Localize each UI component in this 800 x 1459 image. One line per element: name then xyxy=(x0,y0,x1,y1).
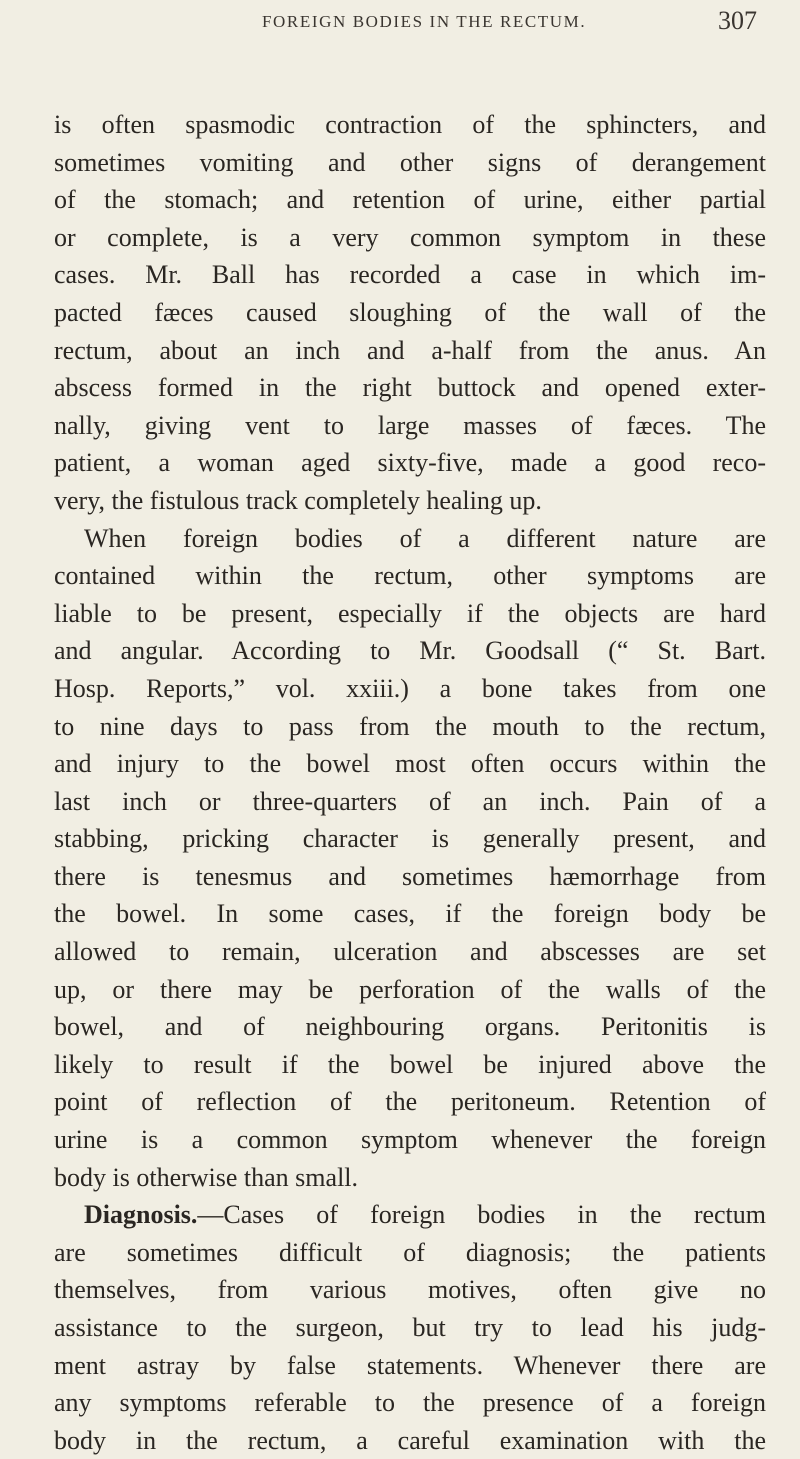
page-header xyxy=(0,8,800,36)
body-text xyxy=(54,106,766,1459)
text-line: any symptoms referable to the presence of a foreign xyxy=(54,1388,766,1418)
text-line: sometimes vomiting and other signs of derangement xyxy=(54,147,766,177)
text-line: point of reflection of the peritoneum. Retention of xyxy=(54,1087,766,1117)
text-line: is often spasmodic contraction of the sphincters, and xyxy=(54,110,766,139)
text-line: are sometimes difficult of diagnosis; the patients xyxy=(54,1237,766,1267)
text-line: of the stomach; and retention of urine, either partial xyxy=(54,185,766,215)
text-line: there is tenesmus and sometimes hæmorrhage from xyxy=(54,861,766,891)
text-line: and angular. According to Mr. Goodsall (“ St. Bart. xyxy=(54,636,766,666)
text-line: up, or there may be perforation of the walls of the xyxy=(54,974,766,1004)
text-line: rectum, about an inch and a-half from the anus. An xyxy=(54,335,766,365)
text-line: and injury to the bowel most often occurs within the xyxy=(54,749,766,779)
diagnosis-first-line xyxy=(54,1196,766,1234)
text-line: cases. Mr. Ball has recorded a case in which im- xyxy=(54,260,766,290)
text-line: ment astray by false statements. Whenever there are xyxy=(54,1350,766,1380)
text-line: assistance to the surgeon, but try to lead his judg- xyxy=(54,1313,766,1342)
text-line: last inch or three-quarters of an inch. Pain of a xyxy=(54,786,766,816)
text-line: Hosp. Reports,” vol. xxiii.) a bone takes from one xyxy=(54,673,766,703)
text-line: likely to result if the bowel be injured above the xyxy=(54,1049,766,1079)
text-line: When foreign bodies of a different nature are xyxy=(84,523,766,553)
text-line: pacted fæces caused sloughing of the wall of the xyxy=(54,297,766,327)
text-line: the bowel. In some cases, if the foreign body be xyxy=(54,899,766,929)
text-line: contained within the rectum, other symptoms are xyxy=(54,561,766,591)
diagnosis-text: —Cases of foreign bodies in the rectum xyxy=(197,1200,766,1230)
text-line: very, the fistulous track completely healing up. xyxy=(54,485,542,515)
text-line: allowed to remain, ulceration and abscesses are set xyxy=(54,937,766,967)
text-line: bowel, and of neighbouring organs. Peritonitis is xyxy=(54,1012,766,1042)
text-line: to nine days to pass from the mouth to the rectum, xyxy=(54,711,766,741)
text-line: or complete, is a very common symptom in these xyxy=(54,222,766,252)
text-line: liable to be present, especially if the objects are hard xyxy=(54,598,766,628)
diagnosis-heading: Diagnosis. xyxy=(84,1200,198,1230)
page-number: 307 xyxy=(718,6,757,35)
text-line: urine is a common symptom whenever the foreign xyxy=(54,1125,766,1155)
text-line: stabbing, pricking character is generally present, and xyxy=(54,824,766,854)
text-line: body in the rectum, a careful examination with the xyxy=(54,1425,766,1455)
text-line: body is otherwise than small. xyxy=(54,1162,359,1192)
text-line: themselves, from various motives, often give no xyxy=(54,1275,766,1305)
text-line: abscess formed in the right buttock and opened exter- xyxy=(54,373,766,403)
text-line: patient, a woman aged sixty-five, made a good reco- xyxy=(54,448,766,478)
running-head: FOREIGN BODIES IN THE RECTUM. xyxy=(262,12,587,31)
text-line: nally, giving vent to large masses of fæces. The xyxy=(54,410,766,440)
